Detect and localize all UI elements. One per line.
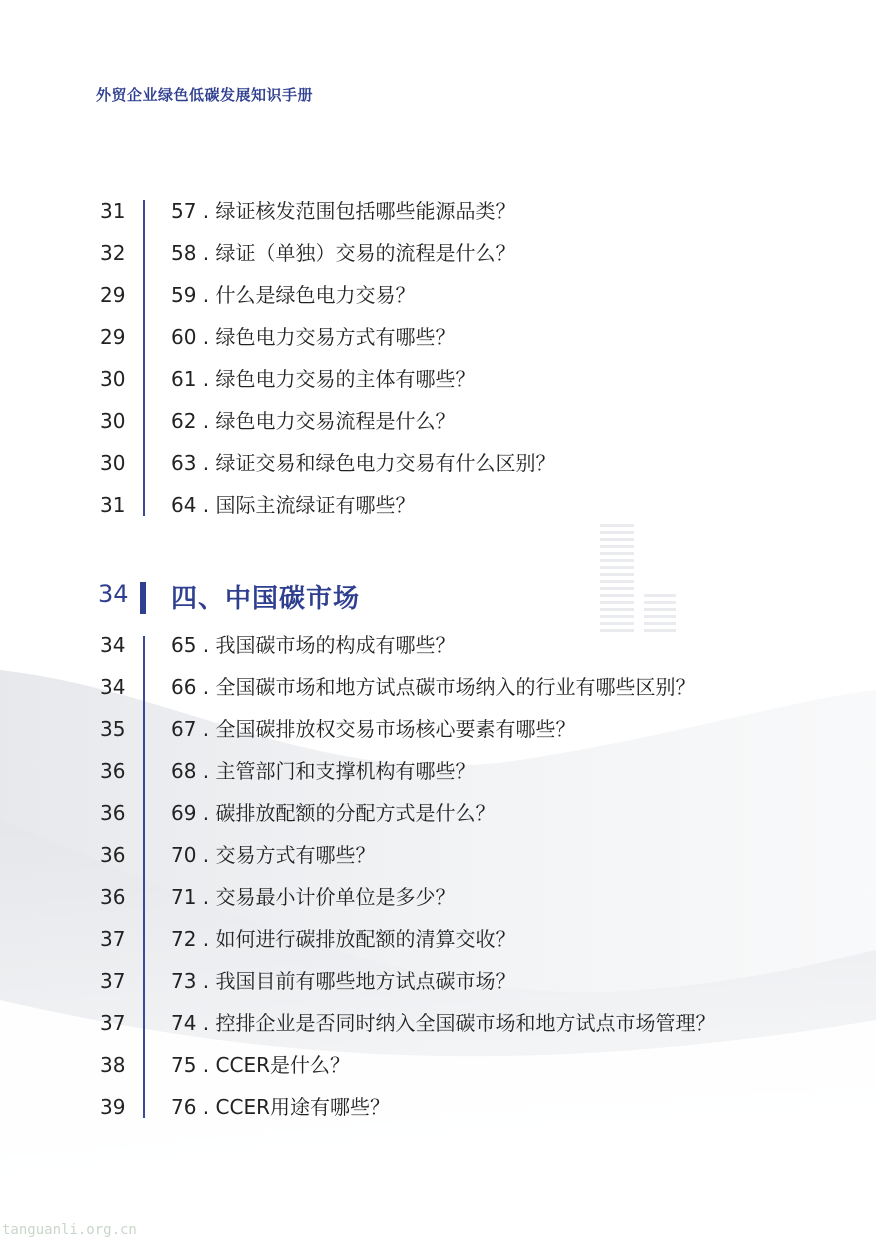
toc-entry[interactable] [0,792,876,834]
toc-entry-title: 71 . 交易最小计价单位是多少？ [171,885,456,909]
toc-entry-title: 75 . CCER是什么？ [171,1053,350,1077]
section-accent-bar [140,582,146,614]
toc-entry[interactable] [0,1002,876,1044]
toc-entry-title: 63 . 绿证交易和绿色电力交易有什么区别？ [171,451,556,475]
toc-entry-title: 60 . 绿色电力交易方式有哪些？ [171,325,456,349]
toc-entry-title: 73 . 我国目前有哪些地方试点碳市场？ [171,969,516,993]
toc-entry-title: 76 . CCER用途有哪些？ [171,1095,390,1119]
site-watermark: tanguanli.org.cn [2,1222,137,1238]
toc-entry-title: 65 . 我国碳市场的构成有哪些？ [171,633,456,657]
toc-entry-title: 58 . 绿证（单独）交易的流程是什么？ [171,241,516,265]
toc-entry[interactable] [0,708,876,750]
section-heading[interactable] [0,576,876,622]
toc-entry[interactable] [0,400,876,442]
toc-page-number: 30 [100,367,126,391]
toc-page-number: 36 [100,759,126,783]
toc-entry-title: 74 . 控排企业是否同时纳入全国碳市场和地方试点市场管理？ [171,1011,716,1035]
toc-entry-title: 68 . 主管部门和支撑机构有哪些？ [171,759,476,783]
toc-page-number: 36 [100,843,126,867]
toc-entry-title: 67 . 全国碳排放权交易市场核心要素有哪些？ [171,717,576,741]
toc-entry[interactable] [0,834,876,876]
toc-entry[interactable] [0,960,876,1002]
toc-entry-title: 70 . 交易方式有哪些？ [171,843,376,867]
toc-entry-title: 59 . 什么是绿色电力交易？ [171,283,416,307]
running-header-title: 外贸企业绿色低碳发展知识手册 [96,86,314,104]
toc-page-number: 36 [100,801,126,825]
toc-entry-title: 57 . 绿证核发范围包括哪些能源品类？ [171,199,516,223]
toc-entry-title: 61 . 绿色电力交易的主体有哪些？ [171,367,476,391]
toc-entry[interactable] [0,274,876,316]
toc-entry[interactable] [0,232,876,274]
toc-entry[interactable] [0,484,876,526]
section-page-number: 34 [98,580,129,608]
toc-page-number: 39 [100,1095,126,1119]
toc-entry-title: 69 . 碳排放配额的分配方式是什么？ [171,801,496,825]
toc-entry[interactable] [0,316,876,358]
toc-page-number: 30 [100,451,126,475]
toc-page-number: 37 [100,927,126,951]
section-title: 四、中国碳市场 [171,584,361,614]
toc-entry-title: 64 . 国际主流绿证有哪些？ [171,493,416,517]
toc-entry[interactable] [0,1086,876,1128]
toc-entry-title: 62 . 绿色电力交易流程是什么？ [171,409,456,433]
toc-entry[interactable] [0,190,876,232]
toc-entry[interactable] [0,918,876,960]
toc-page-number: 31 [100,493,126,517]
toc-page-number: 34 [100,675,126,699]
toc-page-number: 34 [100,633,126,657]
toc-page-number: 29 [100,325,126,349]
toc-entry[interactable] [0,750,876,792]
toc-entry[interactable] [0,624,876,666]
toc-entry-title: 66 . 全国碳市场和地方试点碳市场纳入的行业有哪些区别？ [171,675,696,699]
toc-page-number: 31 [100,199,126,223]
toc-page-number: 36 [100,885,126,909]
toc-page-number: 35 [100,717,126,741]
toc-page-number: 32 [100,241,126,265]
toc-entry[interactable] [0,876,876,918]
toc-page-number: 30 [100,409,126,433]
toc-page-number: 38 [100,1053,126,1077]
toc-entry[interactable] [0,1044,876,1086]
toc-entry[interactable] [0,666,876,708]
toc-page-number: 37 [100,969,126,993]
toc-entry[interactable] [0,358,876,400]
toc-entry[interactable] [0,442,876,484]
toc-entry-title: 72 . 如何进行碳排放配额的清算交收？ [171,927,516,951]
toc-page-number: 37 [100,1011,126,1035]
toc-page-number: 29 [100,283,126,307]
